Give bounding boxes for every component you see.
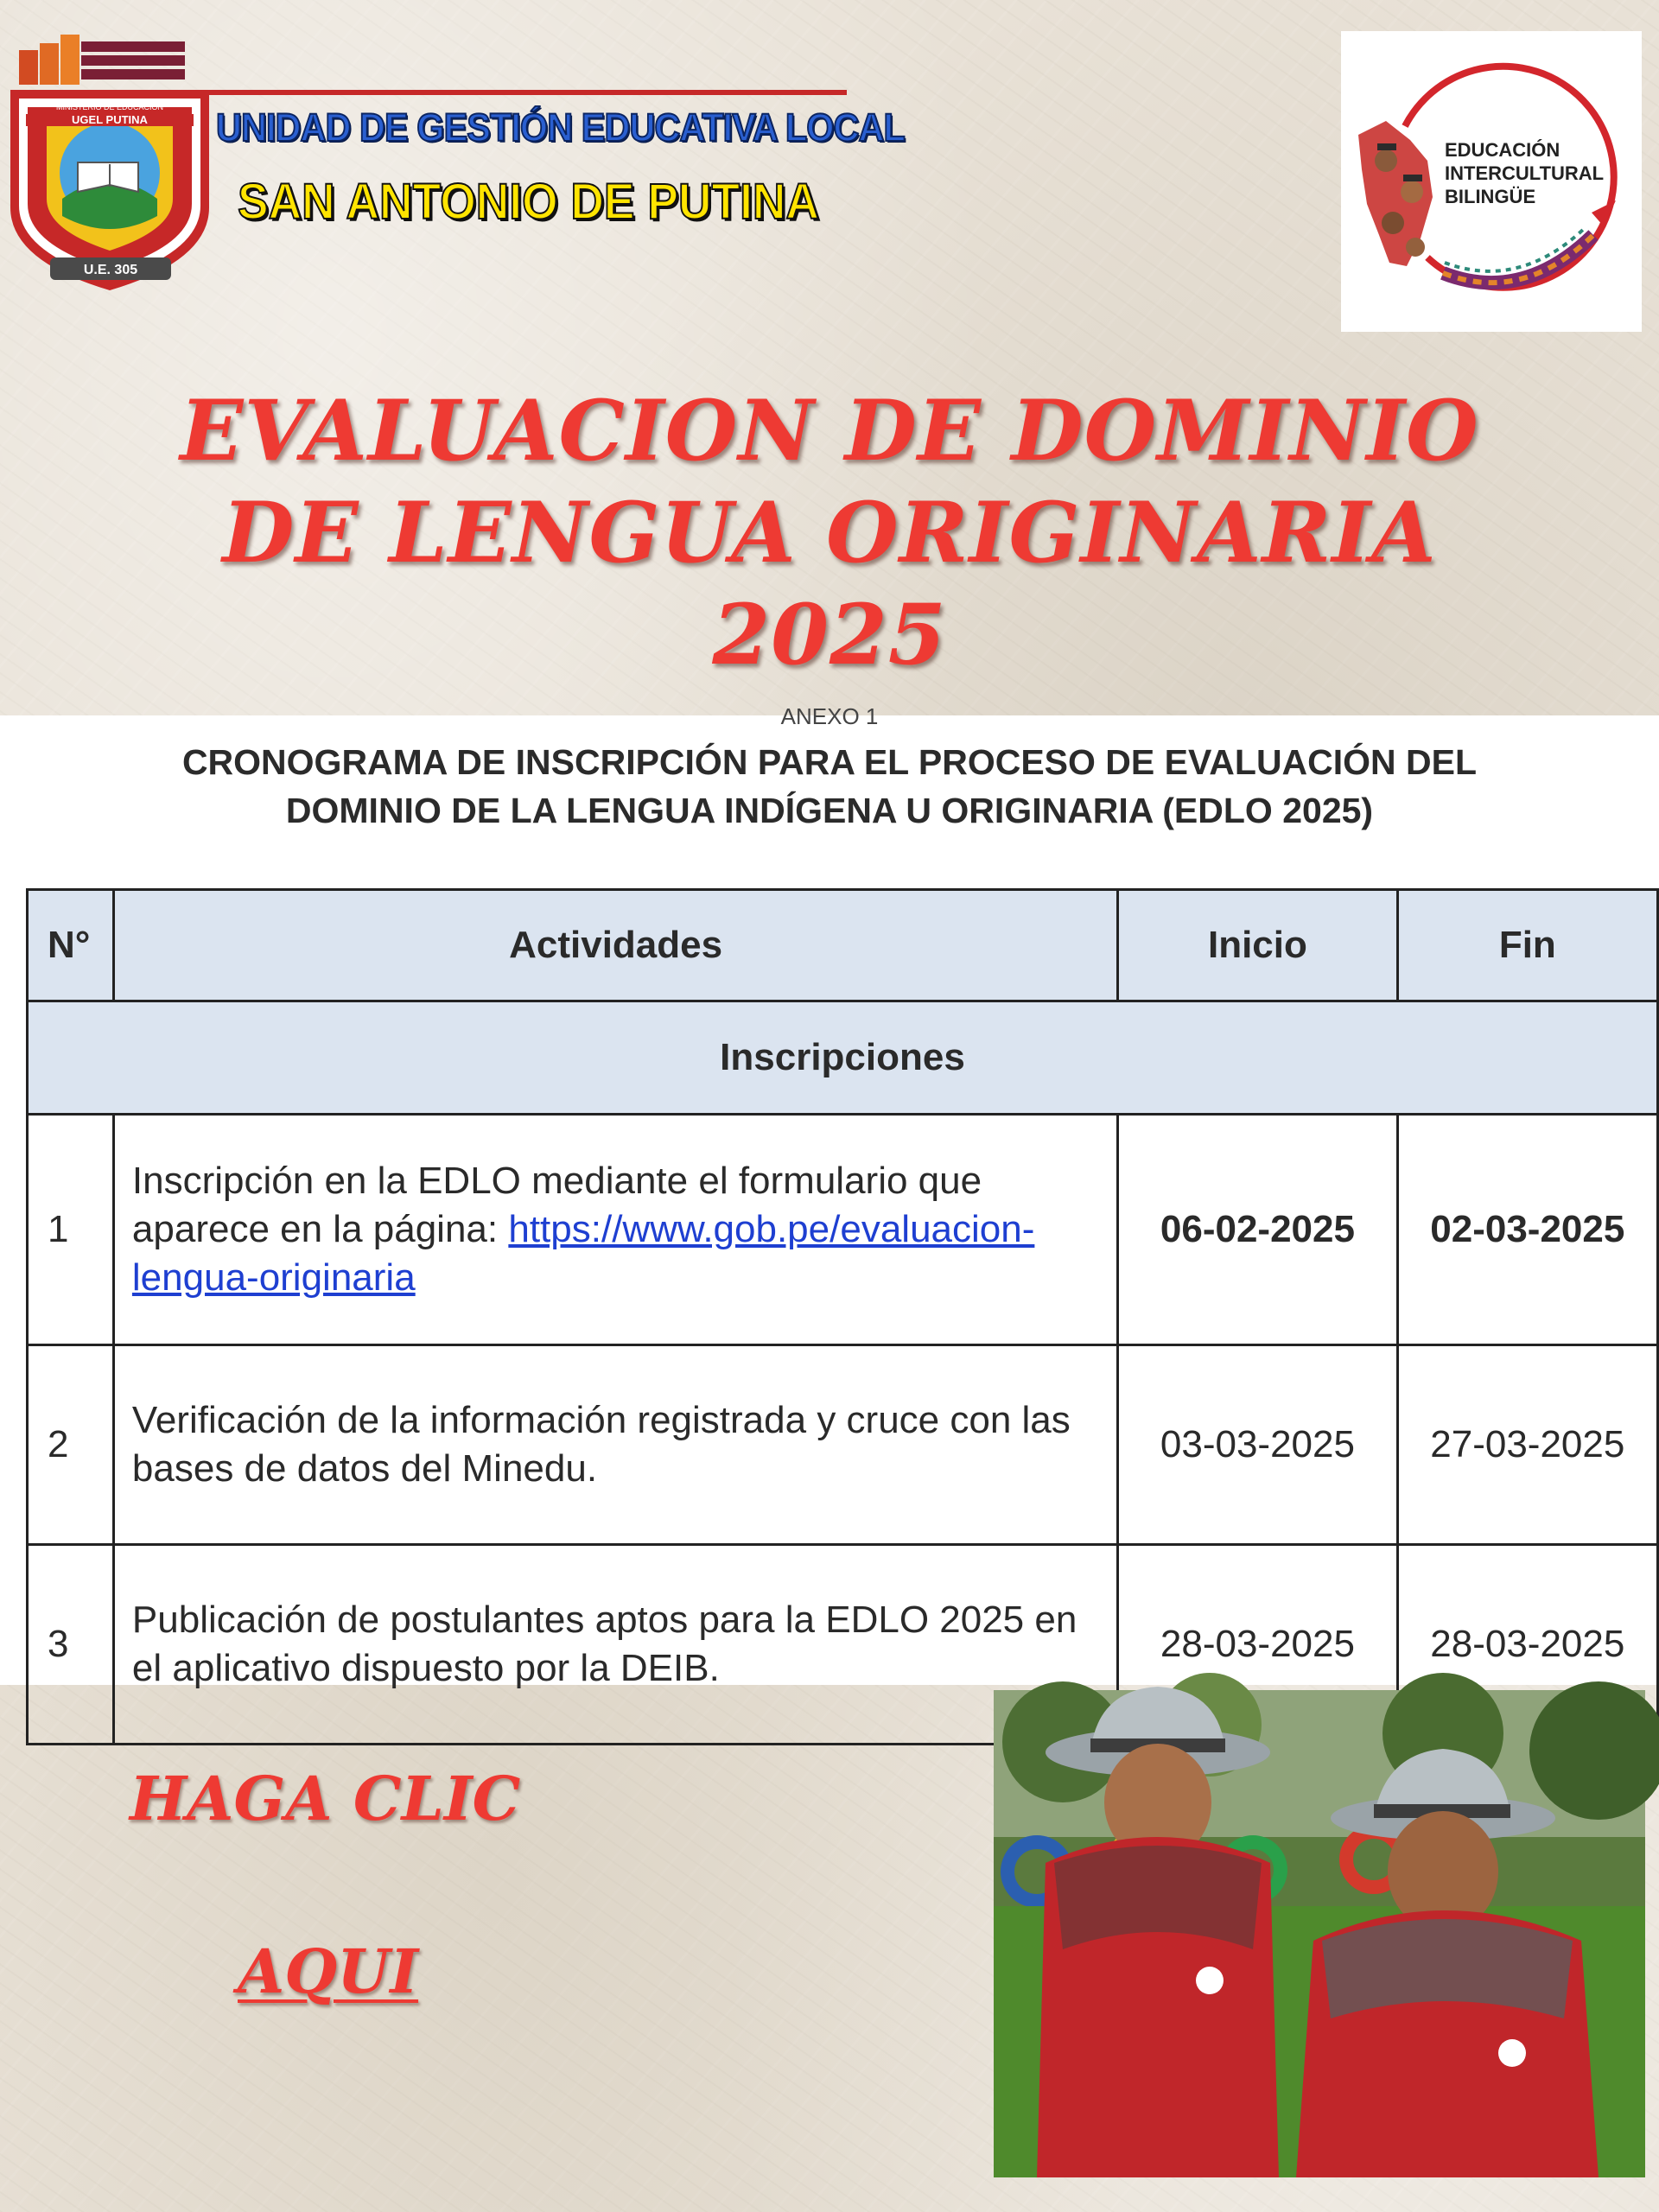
table-row [28, 1115, 1658, 1345]
title-line2: DE LENGUA ORIGINARIA [222, 484, 1437, 582]
section-label: Inscripciones [28, 1001, 1658, 1115]
column-header-start: Inicio [1118, 890, 1397, 1001]
schedule-title-line2: DOMINIO DE LA LENGUA INDÍGENA U ORIGINARIA (EDLO 2025) [285, 791, 1374, 830]
eib-line2: INTERCULTURAL [1445, 162, 1605, 184]
title-line3: 2025 [712, 586, 947, 683]
ugel-shield-icon [9, 35, 216, 294]
aqui-link[interactable]: AQUI [238, 1936, 419, 2007]
row-start-date: 06-02-2025 [1118, 1115, 1397, 1345]
ugel-unit-code: U.E. 305 [83, 263, 138, 277]
row-activity: Verificación de la información registrada y cruce con las bases de datos del Minedu. [113, 1345, 1117, 1545]
table-row [28, 1345, 1658, 1545]
section-row [28, 1001, 1658, 1115]
ugel-ministry-text: MINISTERIO DE EDUCACIÓN [55, 103, 164, 111]
row-activity [113, 1115, 1117, 1345]
schedule-panel [0, 703, 1659, 1689]
click-here-label: HAGA CLIC [130, 1763, 521, 1834]
row-start-date: 28-03-2025 [1118, 1545, 1397, 1745]
column-header-activity: Actividades [113, 890, 1117, 1001]
row-num: 2 [28, 1345, 114, 1545]
row-num: 3 [28, 1545, 114, 1745]
row-num: 1 [28, 1115, 114, 1345]
students-photo-image [994, 1690, 1645, 2177]
students-photo [994, 1690, 1645, 2177]
schedule-title-line1: CRONOGRAMA DE INSCRIPCIÓN PARA EL PROCESO DE EVALUACIÓN DEL [181, 742, 1478, 782]
schedule-table [26, 888, 1659, 1745]
eib-logo [1341, 31, 1642, 332]
ugel-header-divider [207, 90, 847, 95]
row-start-date: 03-03-2025 [1118, 1345, 1397, 1545]
annex-label: ANEXO 1 [780, 703, 879, 729]
schedule-title [0, 738, 1659, 835]
row-end-date: 28-03-2025 [1397, 1545, 1657, 1745]
row-end-date: 02-03-2025 [1397, 1115, 1657, 1345]
eib-line3: BILINGÜE [1445, 186, 1536, 207]
ugel-title-line1: UNIDAD DE GESTIÓN EDUCATIVA LOCAL [216, 105, 905, 149]
eib-line1: EDUCACIÓN [1445, 139, 1560, 161]
ugel-logo-name: UGEL PUTINA [72, 113, 148, 126]
row-activity-text: Inscripción en la EDLO mediante el formulario que aparece en la página: [131, 1160, 982, 1250]
row-end-date: 27-03-2025 [1397, 1345, 1657, 1545]
column-header-num: N° [28, 890, 114, 1001]
row-activity: Publicación de postulantes aptos para la EDLO 2025 en el aplicativo dispuesto por la DEIB. [113, 1545, 1117, 1745]
column-header-end: Fin [1397, 890, 1657, 1001]
ugel-title-line2: SAN ANTONIO DE PUTINA [238, 174, 819, 230]
ugel-shield-logo [9, 35, 216, 294]
registration-form-link[interactable]: https://www.gob.pe/evaluacion-lengua-originaria [131, 1208, 1035, 1299]
eib-logo-text [1445, 138, 1604, 208]
table-header-row [28, 890, 1658, 1001]
page-title [0, 380, 1659, 686]
title-line1: EVALUACION DE DOMINIO [180, 382, 1479, 480]
